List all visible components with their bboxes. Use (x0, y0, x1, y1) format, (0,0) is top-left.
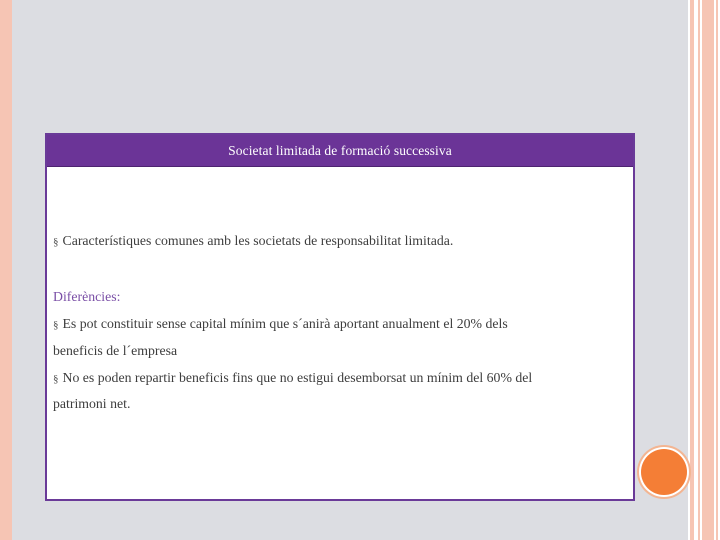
bullet-continuation: beneficis de l´empresa (53, 343, 178, 358)
right-frame-stripes (688, 0, 720, 540)
bullet-text: No es poden repartir beneficis fins que no estigui desemborsat un mínim del 60% del (62, 370, 533, 385)
bullet-item (53, 233, 453, 249)
content-box (45, 133, 635, 501)
stripe (702, 0, 714, 540)
bullet-text: Es pot constituir sense capital mínim que s´anirà aportant anualment el 20% dels (62, 316, 508, 331)
bullet-item (53, 316, 508, 332)
left-frame-border (0, 0, 12, 540)
orange-circle-decoration (641, 449, 687, 495)
differences-subtitle: Diferències: (53, 289, 121, 304)
bullet-item (53, 370, 532, 386)
stripe (690, 0, 694, 540)
bullet-text: Característiques comunes amb les societats de responsabilitat limitada. (62, 233, 454, 248)
stripe (698, 0, 700, 540)
header-title: Societat limitada de formació successiva (228, 142, 452, 158)
bullet-continuation: patrimoni net. (53, 396, 131, 411)
bullet-icon: § (53, 373, 59, 385)
bullet-icon: § (53, 319, 59, 331)
bullet-icon: § (53, 236, 59, 248)
stripe (716, 0, 718, 540)
content-header (47, 135, 633, 167)
